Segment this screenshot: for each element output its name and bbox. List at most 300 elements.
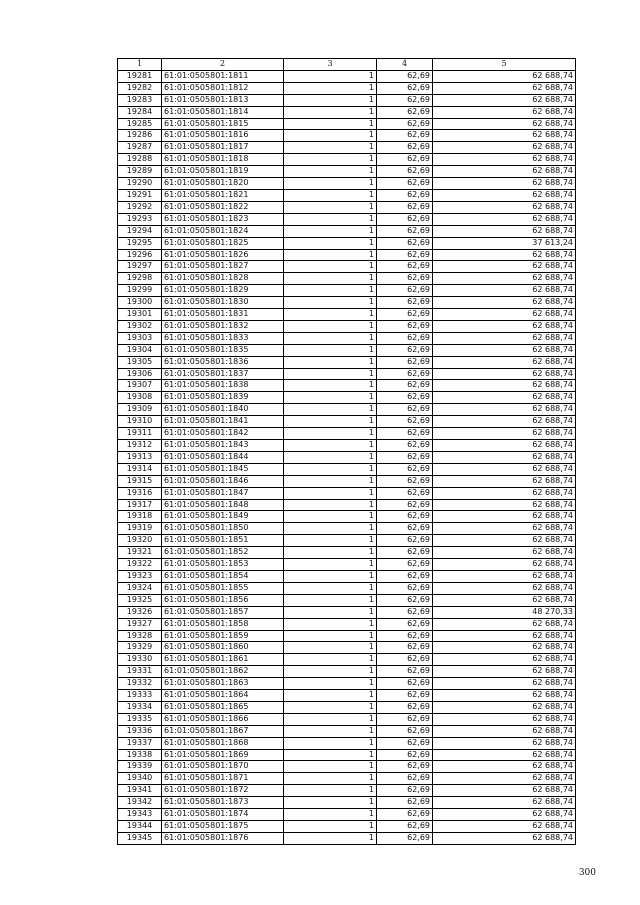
quantity-cell: 1 (284, 213, 377, 225)
value-cell: 62 688,74 (433, 440, 576, 452)
row-number-cell: 19297 (118, 261, 162, 273)
area-cell: 62,69 (377, 106, 433, 118)
quantity-cell: 1 (284, 535, 377, 547)
area-cell: 62,69 (377, 511, 433, 523)
row-number-cell: 19304 (118, 344, 162, 356)
value-cell: 62 688,74 (433, 130, 576, 142)
table-row (118, 773, 576, 785)
quantity-cell: 1 (284, 201, 377, 213)
area-cell: 62,69 (377, 666, 433, 678)
cadastral-number-cell: 61:01:0505801:1855 (162, 582, 284, 594)
table-row (118, 666, 576, 678)
value-cell: 62 688,74 (433, 166, 576, 178)
quantity-cell: 1 (284, 380, 377, 392)
cadastral-number-cell: 61:01:0505801:1873 (162, 797, 284, 809)
value-cell: 62 688,74 (433, 94, 576, 106)
table-row (118, 701, 576, 713)
cadastral-number-cell: 61:01:0505801:1872 (162, 785, 284, 797)
row-number-cell: 19336 (118, 725, 162, 737)
value-cell: 62 688,74 (433, 463, 576, 475)
area-cell: 62,69 (377, 368, 433, 380)
quantity-cell: 1 (284, 368, 377, 380)
cadastral-number-cell: 61:01:0505801:1818 (162, 154, 284, 166)
cadastral-number-cell: 61:01:0505801:1817 (162, 142, 284, 154)
cadastral-number-cell: 61:01:0505801:1857 (162, 606, 284, 618)
table-row (118, 380, 576, 392)
value-cell: 62 688,74 (433, 70, 576, 82)
row-number-cell: 19301 (118, 309, 162, 321)
cadastral-number-cell: 61:01:0505801:1811 (162, 70, 284, 82)
table-row (118, 606, 576, 618)
table-row (118, 273, 576, 285)
value-cell: 62 688,74 (433, 201, 576, 213)
cadastral-number-cell: 61:01:0505801:1822 (162, 201, 284, 213)
column-header: 3 (284, 59, 377, 71)
value-cell: 62 688,74 (433, 761, 576, 773)
row-number-cell: 19314 (118, 463, 162, 475)
row-number-cell: 19327 (118, 618, 162, 630)
cadastral-number-cell: 61:01:0505801:1825 (162, 237, 284, 249)
quantity-cell: 1 (284, 618, 377, 630)
value-cell: 62 688,74 (433, 178, 576, 190)
cadastral-number-cell: 61:01:0505801:1816 (162, 130, 284, 142)
table-row (118, 356, 576, 368)
cadastral-number-cell: 61:01:0505801:1874 (162, 809, 284, 821)
row-number-cell: 19298 (118, 273, 162, 285)
cadastral-number-cell: 61:01:0505801:1840 (162, 404, 284, 416)
row-number-cell: 19325 (118, 594, 162, 606)
value-cell: 62 688,74 (433, 118, 576, 130)
value-cell: 62 688,74 (433, 666, 576, 678)
area-cell: 62,69 (377, 797, 433, 809)
area-cell: 62,69 (377, 701, 433, 713)
row-number-cell: 19326 (118, 606, 162, 618)
area-cell: 62,69 (377, 594, 433, 606)
quantity-cell: 1 (284, 404, 377, 416)
value-cell: 62 688,74 (433, 832, 576, 844)
quantity-cell: 1 (284, 285, 377, 297)
cadastral-number-cell: 61:01:0505801:1847 (162, 487, 284, 499)
cadastral-number-cell: 61:01:0505801:1871 (162, 773, 284, 785)
table-row (118, 82, 576, 94)
row-number-cell: 19310 (118, 416, 162, 428)
row-number-cell: 19299 (118, 285, 162, 297)
area-cell: 62,69 (377, 678, 433, 690)
area-cell: 62,69 (377, 297, 433, 309)
cadastral-number-cell: 61:01:0505801:1875 (162, 821, 284, 833)
area-cell: 62,69 (377, 225, 433, 237)
table-row (118, 166, 576, 178)
table-header (118, 59, 576, 71)
table-row (118, 237, 576, 249)
row-number-cell: 19306 (118, 368, 162, 380)
row-number-cell: 19334 (118, 701, 162, 713)
cadastral-number-cell: 61:01:0505801:1813 (162, 94, 284, 106)
area-cell: 62,69 (377, 94, 433, 106)
cadastral-number-cell: 61:01:0505801:1854 (162, 570, 284, 582)
value-cell: 62 688,74 (433, 547, 576, 559)
value-cell: 62 688,74 (433, 797, 576, 809)
table-body (118, 70, 576, 844)
value-cell: 62 688,74 (433, 213, 576, 225)
cadastral-number-cell: 61:01:0505801:1852 (162, 547, 284, 559)
table-row (118, 297, 576, 309)
cadastral-number-cell: 61:01:0505801:1832 (162, 320, 284, 332)
row-number-cell: 19284 (118, 106, 162, 118)
row-number-cell: 19311 (118, 428, 162, 440)
table-row (118, 547, 576, 559)
row-number-cell: 19315 (118, 475, 162, 487)
value-cell: 62 688,74 (433, 737, 576, 749)
area-cell: 62,69 (377, 690, 433, 702)
row-number-cell: 19344 (118, 821, 162, 833)
value-cell: 62 688,74 (433, 309, 576, 321)
area-cell: 62,69 (377, 630, 433, 642)
quantity-cell: 1 (284, 773, 377, 785)
table-row (118, 309, 576, 321)
row-number-cell: 19337 (118, 737, 162, 749)
cadastral-number-cell: 61:01:0505801:1812 (162, 82, 284, 94)
area-cell: 62,69 (377, 654, 433, 666)
quantity-cell: 1 (284, 666, 377, 678)
quantity-cell: 1 (284, 428, 377, 440)
quantity-cell: 1 (284, 809, 377, 821)
value-cell: 62 688,74 (433, 654, 576, 666)
row-number-cell: 19324 (118, 582, 162, 594)
cadastral-number-cell: 61:01:0505801:1863 (162, 678, 284, 690)
cadastral-number-cell: 61:01:0505801:1841 (162, 416, 284, 428)
cadastral-number-cell: 61:01:0505801:1849 (162, 511, 284, 523)
row-number-cell: 19287 (118, 142, 162, 154)
table-row (118, 725, 576, 737)
cadastral-number-cell: 61:01:0505801:1859 (162, 630, 284, 642)
quantity-cell: 1 (284, 130, 377, 142)
table-row (118, 118, 576, 130)
area-cell: 62,69 (377, 749, 433, 761)
cadastral-number-cell: 61:01:0505801:1866 (162, 713, 284, 725)
cadastral-number-cell: 61:01:0505801:1843 (162, 440, 284, 452)
quantity-cell: 1 (284, 630, 377, 642)
area-cell: 62,69 (377, 523, 433, 535)
row-number-cell: 19345 (118, 832, 162, 844)
area-cell: 62,69 (377, 475, 433, 487)
row-number-cell: 19343 (118, 809, 162, 821)
area-cell: 62,69 (377, 761, 433, 773)
row-number-cell: 19294 (118, 225, 162, 237)
row-number-cell: 19330 (118, 654, 162, 666)
value-cell: 62 688,74 (433, 749, 576, 761)
area-cell: 62,69 (377, 273, 433, 285)
area-cell: 62,69 (377, 618, 433, 630)
value-cell: 62 688,74 (433, 499, 576, 511)
area-cell: 62,69 (377, 142, 433, 154)
cadastral-number-cell: 61:01:0505801:1853 (162, 559, 284, 571)
quantity-cell: 1 (284, 154, 377, 166)
quantity-cell: 1 (284, 701, 377, 713)
cadastral-number-cell: 61:01:0505801:1829 (162, 285, 284, 297)
column-header: 2 (162, 59, 284, 71)
value-cell: 62 688,74 (433, 582, 576, 594)
row-number-cell: 19323 (118, 570, 162, 582)
area-cell: 62,69 (377, 737, 433, 749)
table-row (118, 94, 576, 106)
table-row (118, 618, 576, 630)
column-header: 1 (118, 59, 162, 71)
quantity-cell: 1 (284, 249, 377, 261)
area-cell: 62,69 (377, 380, 433, 392)
value-cell: 62 688,74 (433, 380, 576, 392)
value-cell: 62 688,74 (433, 773, 576, 785)
row-number-cell: 19332 (118, 678, 162, 690)
row-number-cell: 19312 (118, 440, 162, 452)
cadastral-number-cell: 61:01:0505801:1828 (162, 273, 284, 285)
value-cell: 62 688,74 (433, 320, 576, 332)
value-cell: 62 688,74 (433, 261, 576, 273)
row-number-cell: 19329 (118, 642, 162, 654)
quantity-cell: 1 (284, 654, 377, 666)
area-cell: 62,69 (377, 249, 433, 261)
area-cell: 62,69 (377, 487, 433, 499)
cadastral-number-cell: 61:01:0505801:1837 (162, 368, 284, 380)
cadastral-number-cell: 61:01:0505801:1861 (162, 654, 284, 666)
quantity-cell: 1 (284, 737, 377, 749)
area-cell: 62,69 (377, 832, 433, 844)
area-cell: 62,69 (377, 309, 433, 321)
cadastral-number-cell: 61:01:0505801:1876 (162, 832, 284, 844)
value-cell: 62 688,74 (433, 642, 576, 654)
quantity-cell: 1 (284, 713, 377, 725)
value-cell: 62 688,74 (433, 678, 576, 690)
quantity-cell: 1 (284, 832, 377, 844)
table-row (118, 713, 576, 725)
table-row (118, 570, 576, 582)
row-number-cell: 19292 (118, 201, 162, 213)
value-cell: 62 688,74 (433, 559, 576, 571)
value-cell: 62 688,74 (433, 82, 576, 94)
row-number-cell: 19296 (118, 249, 162, 261)
quantity-cell: 1 (284, 320, 377, 332)
value-cell: 62 688,74 (433, 451, 576, 463)
table-row (118, 249, 576, 261)
row-number-cell: 19340 (118, 773, 162, 785)
area-cell: 62,69 (377, 344, 433, 356)
row-number-cell: 19341 (118, 785, 162, 797)
quantity-cell: 1 (284, 570, 377, 582)
quantity-cell: 1 (284, 642, 377, 654)
value-cell: 62 688,74 (433, 523, 576, 535)
row-number-cell: 19333 (118, 690, 162, 702)
cadastral-number-cell: 61:01:0505801:1820 (162, 178, 284, 190)
area-cell: 62,69 (377, 320, 433, 332)
table-row (118, 797, 576, 809)
row-number-cell: 19281 (118, 70, 162, 82)
row-number-cell: 19313 (118, 451, 162, 463)
area-cell: 62,69 (377, 70, 433, 82)
table-row (118, 499, 576, 511)
row-number-cell: 19291 (118, 189, 162, 201)
table-row (118, 368, 576, 380)
table-row (118, 189, 576, 201)
registry-table (117, 58, 576, 845)
value-cell: 62 688,74 (433, 249, 576, 261)
table-row (118, 761, 576, 773)
area-cell: 62,69 (377, 821, 433, 833)
quantity-cell: 1 (284, 356, 377, 368)
cadastral-number-cell: 61:01:0505801:1831 (162, 309, 284, 321)
value-cell: 62 688,74 (433, 404, 576, 416)
row-number-cell: 19342 (118, 797, 162, 809)
cadastral-number-cell: 61:01:0505801:1865 (162, 701, 284, 713)
quantity-cell: 1 (284, 82, 377, 94)
row-number-cell: 19293 (118, 213, 162, 225)
table-row (118, 320, 576, 332)
value-cell: 37 613,24 (433, 237, 576, 249)
row-number-cell: 19321 (118, 547, 162, 559)
table-row (118, 511, 576, 523)
quantity-cell: 1 (284, 499, 377, 511)
area-cell: 62,69 (377, 261, 433, 273)
table-row (118, 582, 576, 594)
column-header: 4 (377, 59, 433, 71)
value-cell: 62 688,74 (433, 189, 576, 201)
table-row (118, 690, 576, 702)
cadastral-number-cell: 61:01:0505801:1845 (162, 463, 284, 475)
cadastral-number-cell: 61:01:0505801:1842 (162, 428, 284, 440)
area-cell: 62,69 (377, 570, 433, 582)
quantity-cell: 1 (284, 142, 377, 154)
table-row (118, 630, 576, 642)
cadastral-number-cell: 61:01:0505801:1839 (162, 392, 284, 404)
row-number-cell: 19319 (118, 523, 162, 535)
area-cell: 62,69 (377, 392, 433, 404)
quantity-cell: 1 (284, 785, 377, 797)
table-row (118, 285, 576, 297)
area-cell: 62,69 (377, 237, 433, 249)
table-row (118, 392, 576, 404)
quantity-cell: 1 (284, 166, 377, 178)
cadastral-number-cell: 61:01:0505801:1860 (162, 642, 284, 654)
value-cell: 62 688,74 (433, 106, 576, 118)
quantity-cell: 1 (284, 821, 377, 833)
cadastral-number-cell: 61:01:0505801:1867 (162, 725, 284, 737)
value-cell: 62 688,74 (433, 225, 576, 237)
area-cell: 62,69 (377, 130, 433, 142)
cadastral-number-cell: 61:01:0505801:1826 (162, 249, 284, 261)
column-header: 5 (433, 59, 576, 71)
row-number-cell: 19322 (118, 559, 162, 571)
quantity-cell: 1 (284, 463, 377, 475)
row-number-cell: 19288 (118, 154, 162, 166)
value-cell: 62 688,74 (433, 630, 576, 642)
row-number-cell: 19320 (118, 535, 162, 547)
row-number-cell: 19285 (118, 118, 162, 130)
quantity-cell: 1 (284, 309, 377, 321)
cadastral-number-cell: 61:01:0505801:1827 (162, 261, 284, 273)
quantity-cell: 1 (284, 725, 377, 737)
value-cell: 62 688,74 (433, 285, 576, 297)
quantity-cell: 1 (284, 523, 377, 535)
row-number-cell: 19290 (118, 178, 162, 190)
cadastral-number-cell: 61:01:0505801:1833 (162, 332, 284, 344)
row-number-cell: 19309 (118, 404, 162, 416)
area-cell: 62,69 (377, 178, 433, 190)
row-number-cell: 19338 (118, 749, 162, 761)
row-number-cell: 19328 (118, 630, 162, 642)
table-row (118, 440, 576, 452)
area-cell: 62,69 (377, 332, 433, 344)
quantity-cell: 1 (284, 594, 377, 606)
area-cell: 62,69 (377, 285, 433, 297)
area-cell: 62,69 (377, 201, 433, 213)
value-cell: 62 688,74 (433, 356, 576, 368)
quantity-cell: 1 (284, 797, 377, 809)
cadastral-number-cell: 61:01:0505801:1862 (162, 666, 284, 678)
value-cell: 62 688,74 (433, 618, 576, 630)
table-row (118, 404, 576, 416)
table-row (118, 261, 576, 273)
row-number-cell: 19316 (118, 487, 162, 499)
table-row (118, 559, 576, 571)
quantity-cell: 1 (284, 761, 377, 773)
table-row (118, 475, 576, 487)
area-cell: 62,69 (377, 154, 433, 166)
quantity-cell: 1 (284, 559, 377, 571)
table-row (118, 487, 576, 499)
table-row (118, 332, 576, 344)
table-row (118, 594, 576, 606)
value-cell: 62 688,74 (433, 511, 576, 523)
table-row (118, 154, 576, 166)
quantity-cell: 1 (284, 451, 377, 463)
table-row (118, 201, 576, 213)
table-row (118, 451, 576, 463)
value-cell: 62 688,74 (433, 809, 576, 821)
value-cell: 62 688,74 (433, 142, 576, 154)
value-cell: 62 688,74 (433, 297, 576, 309)
table-row (118, 737, 576, 749)
area-cell: 62,69 (377, 440, 433, 452)
header-row (118, 59, 576, 71)
area-cell: 62,69 (377, 559, 433, 571)
value-cell: 62 688,74 (433, 690, 576, 702)
value-cell: 48 270,33 (433, 606, 576, 618)
area-cell: 62,69 (377, 404, 433, 416)
value-cell: 62 688,74 (433, 487, 576, 499)
value-cell: 62 688,74 (433, 344, 576, 356)
area-cell: 62,69 (377, 582, 433, 594)
table-row (118, 213, 576, 225)
cadastral-number-cell: 61:01:0505801:1819 (162, 166, 284, 178)
row-number-cell: 19331 (118, 666, 162, 678)
quantity-cell: 1 (284, 94, 377, 106)
cadastral-number-cell: 61:01:0505801:1824 (162, 225, 284, 237)
area-cell: 62,69 (377, 547, 433, 559)
cadastral-number-cell: 61:01:0505801:1870 (162, 761, 284, 773)
table-row (118, 749, 576, 761)
quantity-cell: 1 (284, 487, 377, 499)
table-row (118, 344, 576, 356)
area-cell: 62,69 (377, 118, 433, 130)
value-cell: 62 688,74 (433, 475, 576, 487)
quantity-cell: 1 (284, 690, 377, 702)
row-number-cell: 19335 (118, 713, 162, 725)
quantity-cell: 1 (284, 297, 377, 309)
quantity-cell: 1 (284, 178, 377, 190)
quantity-cell: 1 (284, 475, 377, 487)
cadastral-number-cell: 61:01:0505801:1838 (162, 380, 284, 392)
row-number-cell: 19282 (118, 82, 162, 94)
quantity-cell: 1 (284, 332, 377, 344)
